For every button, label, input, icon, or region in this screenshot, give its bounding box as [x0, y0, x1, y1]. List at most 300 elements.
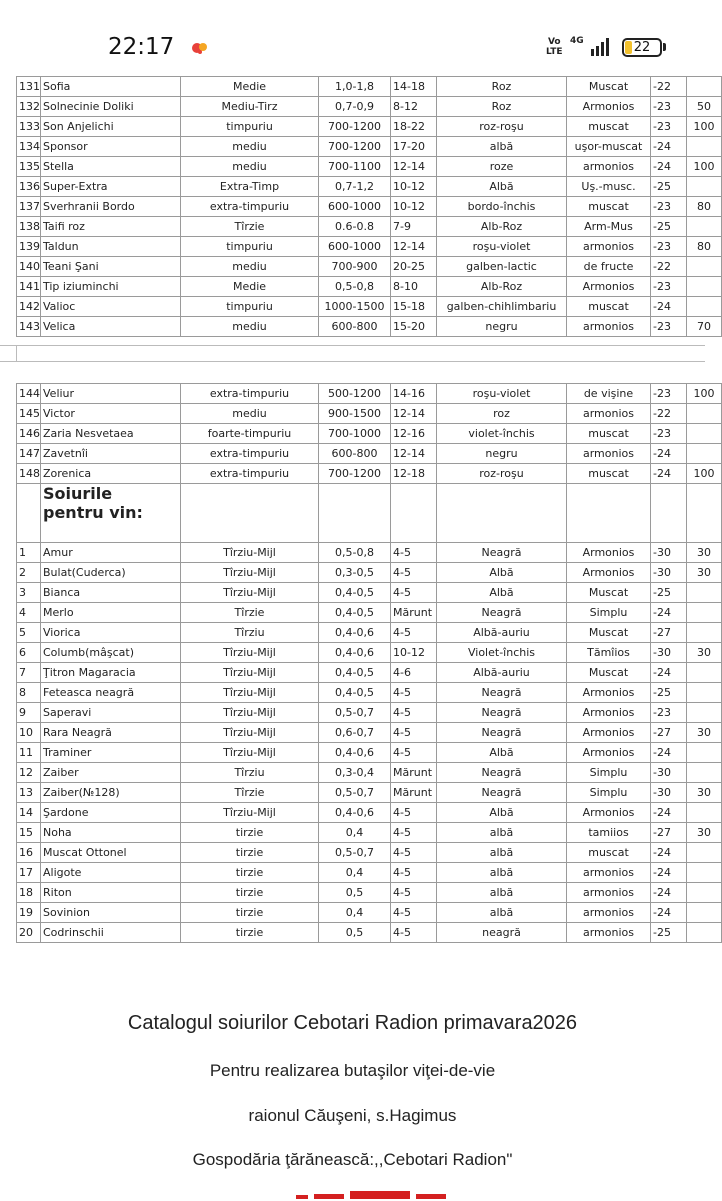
frost-resistance-cell: -23	[651, 117, 687, 137]
berry-color-cell: Albă-auriu	[437, 663, 567, 683]
bunch-mass-cell: 0,5-0,8	[319, 543, 391, 563]
bunch-mass-cell: 0,4-0,6	[319, 623, 391, 643]
table-row	[17, 117, 722, 137]
notification-icon	[190, 40, 210, 56]
row-number-cell: 3	[17, 583, 41, 603]
yield-cell	[687, 257, 722, 277]
taste-cell: armonios	[567, 863, 651, 883]
frost-resistance-cell: -27	[651, 723, 687, 743]
table-row	[17, 197, 722, 217]
empty-cell	[391, 484, 437, 543]
row-number-cell: 16	[17, 843, 41, 863]
variety-name-cell: Columb(mâşcat)	[41, 643, 181, 663]
taste-cell: Armonios	[567, 277, 651, 297]
maturity-cell: Tîrziu-Mijl	[181, 563, 319, 583]
empty-cell	[567, 484, 651, 543]
bunch-mass-cell: 0,4-0,5	[319, 683, 391, 703]
variety-name-cell: Velica	[41, 317, 181, 337]
frost-resistance-cell: -30	[651, 763, 687, 783]
maturity-cell: Tîrziu-Mijl	[181, 543, 319, 563]
row-number-cell: 9	[17, 703, 41, 723]
berry-size-cell: 12-18	[391, 464, 437, 484]
frost-resistance-cell: -30	[651, 543, 687, 563]
berry-color-cell: roşu-violet	[437, 384, 567, 404]
variety-name-cell: Zorenica	[41, 464, 181, 484]
bunch-mass-cell: 0,4	[319, 823, 391, 843]
bunch-mass-cell: 0,4-0,5	[319, 603, 391, 623]
frost-resistance-cell: -25	[651, 177, 687, 197]
frost-resistance-cell: -23	[651, 384, 687, 404]
berry-color-cell: galben-lactic	[437, 257, 567, 277]
variety-name-cell: Bulat(Cuderca)	[41, 563, 181, 583]
maturity-cell: tirzie	[181, 883, 319, 903]
berry-color-cell: galben-chihlimbariu	[437, 297, 567, 317]
maturity-cell: Tîrzie	[181, 603, 319, 623]
frost-resistance-cell: -24	[651, 903, 687, 923]
maturity-cell: extra-timpuriu	[181, 464, 319, 484]
page-break-edge	[16, 345, 17, 362]
taste-cell: Armonios	[567, 803, 651, 823]
variety-name-cell: Valioc	[41, 297, 181, 317]
yield-cell	[687, 803, 722, 823]
row-number-cell: 137	[17, 197, 41, 217]
row-number-cell: 5	[17, 623, 41, 643]
bunch-mass-cell: 700-900	[319, 257, 391, 277]
variety-name-cell: Amur	[41, 543, 181, 563]
berry-color-cell: negru	[437, 444, 567, 464]
table-row	[17, 923, 722, 943]
yield-cell	[687, 663, 722, 683]
taste-cell: Muscat	[567, 663, 651, 683]
row-number-cell: 132	[17, 97, 41, 117]
taste-cell: muscat	[567, 843, 651, 863]
frost-resistance-cell: -27	[651, 823, 687, 843]
yield-cell: 30	[687, 783, 722, 803]
berry-color-cell: Neagră	[437, 783, 567, 803]
taste-cell: Armonios	[567, 723, 651, 743]
taste-cell: Armonios	[567, 683, 651, 703]
frost-resistance-cell: -23	[651, 237, 687, 257]
berry-size-cell: 7-9	[391, 217, 437, 237]
catalog-household: Gospodăria ţărănească:,,Cebotari Radion"	[192, 1150, 513, 1169]
row-number-cell: 136	[17, 177, 41, 197]
bunch-mass-cell: 0,5	[319, 883, 391, 903]
table-row	[17, 317, 722, 337]
maturity-cell: Mediu-Tirz	[181, 97, 319, 117]
bunch-mass-cell: 700-1200	[319, 117, 391, 137]
bunch-mass-cell: 700-1100	[319, 157, 391, 177]
table-row	[17, 783, 722, 803]
table-row	[17, 444, 722, 464]
berry-color-cell: Neagră	[437, 763, 567, 783]
berry-size-cell: 12-14	[391, 157, 437, 177]
row-number-cell: 140	[17, 257, 41, 277]
frost-resistance-cell: -24	[651, 603, 687, 623]
berry-color-cell: roz	[437, 404, 567, 424]
yield-cell	[687, 217, 722, 237]
yield-cell	[687, 743, 722, 763]
taste-cell: muscat	[567, 424, 651, 444]
taste-cell: Armonios	[567, 563, 651, 583]
berry-color-cell: Neagră	[437, 603, 567, 623]
row-number-cell: 147	[17, 444, 41, 464]
berry-size-cell: 4-5	[391, 863, 437, 883]
variety-name-cell: Zaria Nesvetaea	[41, 424, 181, 444]
bunch-mass-cell: 0,5-0,7	[319, 703, 391, 723]
bunch-mass-cell: 1,0-1,8	[319, 77, 391, 97]
table-row	[17, 77, 722, 97]
frost-resistance-cell: -24	[651, 157, 687, 177]
variety-name-cell: Super-Extra	[41, 177, 181, 197]
frost-resistance-cell: -24	[651, 464, 687, 484]
frost-resistance-cell: -25	[651, 583, 687, 603]
table-row	[17, 464, 722, 484]
variety-name-cell: Noha	[41, 823, 181, 843]
variety-name-cell: Traminer	[41, 743, 181, 763]
berry-size-cell: 10-12	[391, 177, 437, 197]
maturity-cell: Tîrziu	[181, 763, 319, 783]
maturity-cell: mediu	[181, 317, 319, 337]
bunch-mass-cell: 600-1000	[319, 237, 391, 257]
berry-size-cell: 4-5	[391, 923, 437, 943]
table-row	[17, 643, 722, 663]
row-number-cell: 18	[17, 883, 41, 903]
table-row	[17, 843, 722, 863]
taste-cell: Muscat	[567, 623, 651, 643]
berry-color-cell: Roz	[437, 97, 567, 117]
maturity-cell: tirzie	[181, 903, 319, 923]
maturity-cell: Tîrziu-Mijl	[181, 703, 319, 723]
maturity-cell: mediu	[181, 137, 319, 157]
frost-resistance-cell: -23	[651, 703, 687, 723]
berry-size-cell: 10-12	[391, 197, 437, 217]
bunch-mass-cell: 0,7-0,9	[319, 97, 391, 117]
maturity-cell: Tîrzie	[181, 217, 319, 237]
bunch-mass-cell: 0,4-0,6	[319, 743, 391, 763]
variety-name-cell: Rara Neagră	[41, 723, 181, 743]
berry-color-cell: albă	[437, 137, 567, 157]
taste-cell: Muscat	[567, 583, 651, 603]
bunch-mass-cell: 0,5-0,8	[319, 277, 391, 297]
yield-cell	[687, 77, 722, 97]
table-row	[17, 257, 722, 277]
empty-cell	[319, 484, 391, 543]
berry-size-cell: 10-12	[391, 643, 437, 663]
maturity-cell: Medie	[181, 277, 319, 297]
row-number-cell: 20	[17, 923, 41, 943]
row-number-cell: 142	[17, 297, 41, 317]
taste-cell: armonios	[567, 903, 651, 923]
bunch-mass-cell: 0,4-0,6	[319, 643, 391, 663]
variety-name-cell: Sovinion	[41, 903, 181, 923]
battery-icon	[622, 38, 662, 57]
variety-name-cell: Stella	[41, 157, 181, 177]
yield-cell	[687, 863, 722, 883]
bunch-mass-cell: 900-1500	[319, 404, 391, 424]
row-number-cell: 8	[17, 683, 41, 703]
bunch-mass-cell: 600-800	[319, 444, 391, 464]
berry-color-cell: violet-închis	[437, 424, 567, 444]
berry-color-cell: albă	[437, 843, 567, 863]
frost-resistance-cell: -24	[651, 863, 687, 883]
table-row	[17, 297, 722, 317]
variety-name-cell: Zaiber	[41, 763, 181, 783]
row-number-cell: 14	[17, 803, 41, 823]
taste-cell: Armonios	[567, 703, 651, 723]
bunch-mass-cell: 700-1200	[319, 464, 391, 484]
berry-color-cell: roz-roşu	[437, 117, 567, 137]
yield-cell	[687, 444, 722, 464]
berry-size-cell: 12-16	[391, 424, 437, 444]
variety-name-cell: Feteasca neagră	[41, 683, 181, 703]
frost-resistance-cell: -24	[651, 743, 687, 763]
taste-cell: muscat	[567, 197, 651, 217]
row-number-cell: 13	[17, 783, 41, 803]
variety-name-cell: Taldun	[41, 237, 181, 257]
yield-cell	[687, 843, 722, 863]
table-row	[17, 543, 722, 563]
table-row	[17, 723, 722, 743]
frost-resistance-cell: -22	[651, 77, 687, 97]
bunch-mass-cell: 0,4-0,6	[319, 803, 391, 823]
berry-size-cell: 4-5	[391, 803, 437, 823]
berry-size-cell: Mărunt	[391, 783, 437, 803]
frost-resistance-cell: -30	[651, 783, 687, 803]
berry-color-cell: roz-roşu	[437, 464, 567, 484]
variety-name-cell: Bianca	[41, 583, 181, 603]
berry-color-cell: roze	[437, 157, 567, 177]
row-number-cell: 7	[17, 663, 41, 683]
yield-cell	[687, 703, 722, 723]
frost-resistance-cell: -23	[651, 197, 687, 217]
berry-size-cell: 4-5	[391, 683, 437, 703]
cut-off-link[interactable]	[290, 1191, 460, 1201]
berry-size-cell: 17-20	[391, 137, 437, 157]
yield-cell: 30	[687, 563, 722, 583]
battery-tip	[663, 43, 666, 51]
bunch-mass-cell: 0,6-0,7	[319, 723, 391, 743]
maturity-cell: extra-timpuriu	[181, 444, 319, 464]
taste-cell: Armonios	[567, 743, 651, 763]
taste-cell: Tămîios	[567, 643, 651, 663]
yield-cell	[687, 683, 722, 703]
table-row	[17, 404, 722, 424]
taste-cell: de fructe	[567, 257, 651, 277]
berry-color-cell: Albă	[437, 583, 567, 603]
yield-cell	[687, 923, 722, 943]
row-number-cell: 143	[17, 317, 41, 337]
variety-name-cell: Saperavi	[41, 703, 181, 723]
berry-color-cell: Albă	[437, 743, 567, 763]
frost-resistance-cell: -25	[651, 217, 687, 237]
berry-size-cell: 4-5	[391, 743, 437, 763]
table-row	[17, 763, 722, 783]
maturity-cell: Tîrziu-Mijl	[181, 743, 319, 763]
berry-size-cell: Mărunt	[391, 763, 437, 783]
section-title: Soiurile pentru vin:	[41, 484, 181, 543]
bunch-mass-cell: 700-1200	[319, 137, 391, 157]
variety-name-cell: Zavetnîi	[41, 444, 181, 464]
table-row	[17, 883, 722, 903]
row-number-cell: 135	[17, 157, 41, 177]
taste-cell: Muscat	[567, 77, 651, 97]
variety-name-cell: Sponsor	[41, 137, 181, 157]
berry-color-cell: Neagră	[437, 683, 567, 703]
berry-size-cell: 8-10	[391, 277, 437, 297]
network-type: 4G	[570, 36, 584, 46]
berry-color-cell: Alb-Roz	[437, 277, 567, 297]
taste-cell: de vişine	[567, 384, 651, 404]
maturity-cell: foarte-timpuriu	[181, 424, 319, 444]
berry-size-cell: 4-5	[391, 903, 437, 923]
variety-name-cell: Ţitron Magaracia	[41, 663, 181, 683]
row-number-cell: 146	[17, 424, 41, 444]
taste-cell: armonios	[567, 317, 651, 337]
table-row	[17, 803, 722, 823]
berry-color-cell: albă	[437, 823, 567, 843]
yield-cell: 50	[687, 97, 722, 117]
yield-cell: 80	[687, 197, 722, 217]
row-number-cell: 133	[17, 117, 41, 137]
yield-cell: 80	[687, 237, 722, 257]
variety-name-cell: Muscat Ottonel	[41, 843, 181, 863]
taste-cell: muscat	[567, 297, 651, 317]
yield-cell	[687, 763, 722, 783]
berry-size-cell: 4-5	[391, 843, 437, 863]
table-row	[17, 424, 722, 444]
frost-resistance-cell: -23	[651, 97, 687, 117]
variety-name-cell: Riton	[41, 883, 181, 903]
taste-cell: Simplu	[567, 763, 651, 783]
berry-size-cell: 20-25	[391, 257, 437, 277]
variety-name-cell: Şardone	[41, 803, 181, 823]
taste-cell: Arm-Mus	[567, 217, 651, 237]
yield-cell: 100	[687, 384, 722, 404]
frost-resistance-cell: -23	[651, 317, 687, 337]
section-header-row	[17, 484, 722, 543]
taste-cell: muscat	[567, 117, 651, 137]
berry-size-cell: 15-18	[391, 297, 437, 317]
frost-resistance-cell: -23	[651, 424, 687, 444]
maturity-cell: timpuriu	[181, 237, 319, 257]
bunch-mass-cell: 700-1000	[319, 424, 391, 444]
catalog-title: Catalogul soiurilor Cebotari Radion primavara2026	[127, 1012, 578, 1034]
bunch-mass-cell: 0,3-0,4	[319, 763, 391, 783]
bunch-mass-cell: 0,3-0,5	[319, 563, 391, 583]
variety-name-cell: Solnecinie Doliki	[41, 97, 181, 117]
berry-color-cell: Neagră	[437, 703, 567, 723]
berry-size-cell: 14-16	[391, 384, 437, 404]
maturity-cell: tirzie	[181, 843, 319, 863]
table-row	[17, 137, 722, 157]
table-row	[17, 384, 722, 404]
variety-name-cell: Taifi roz	[41, 217, 181, 237]
table-row	[17, 683, 722, 703]
bunch-mass-cell: 0,4-0,5	[319, 583, 391, 603]
status-bar	[0, 0, 705, 78]
yield-cell: 30	[687, 543, 722, 563]
signal-icon	[590, 38, 612, 56]
table-row	[17, 97, 722, 117]
maturity-cell: mediu	[181, 157, 319, 177]
row-number-cell: 19	[17, 903, 41, 923]
row-number-cell: 10	[17, 723, 41, 743]
variety-name-cell: Son Anjelichi	[41, 117, 181, 137]
maturity-cell: Tîrziu-Mijl	[181, 803, 319, 823]
row-number-cell: 15	[17, 823, 41, 843]
taste-cell: tamiios	[567, 823, 651, 843]
table-row	[17, 903, 722, 923]
yield-cell	[687, 277, 722, 297]
berry-color-cell: Violet-închis	[437, 643, 567, 663]
berry-color-cell: Albă	[437, 177, 567, 197]
row-number-cell: 1	[17, 543, 41, 563]
table-row	[17, 703, 722, 723]
bunch-mass-cell: 0,4	[319, 863, 391, 883]
maturity-cell: Tîrziu	[181, 623, 319, 643]
taste-cell: muscat	[567, 464, 651, 484]
berry-size-cell: 4-6	[391, 663, 437, 683]
row-number-cell: 2	[17, 563, 41, 583]
taste-cell: Uş.-musc.	[567, 177, 651, 197]
row-number-cell: 17	[17, 863, 41, 883]
yield-cell: 30	[687, 823, 722, 843]
variety-name-cell: Teani Şani	[41, 257, 181, 277]
maturity-cell: tirzie	[181, 863, 319, 883]
maturity-cell: Tîrziu-Mijl	[181, 643, 319, 663]
bunch-mass-cell: 0,4-0,5	[319, 663, 391, 683]
bunch-mass-cell: 0,5-0,7	[319, 843, 391, 863]
berry-color-cell: Alb-Roz	[437, 217, 567, 237]
berry-size-cell: Mărunt	[391, 603, 437, 623]
table-row	[17, 663, 722, 683]
row-number-cell: 4	[17, 603, 41, 623]
table-row	[17, 603, 722, 623]
frost-resistance-cell: -30	[651, 563, 687, 583]
taste-cell: armonios	[567, 923, 651, 943]
row-number-cell: 131	[17, 77, 41, 97]
bunch-mass-cell: 600-1000	[319, 197, 391, 217]
bunch-mass-cell: 0,5-0,7	[319, 783, 391, 803]
row-number-cell: 12	[17, 763, 41, 783]
berry-size-cell: 4-5	[391, 543, 437, 563]
berry-color-cell: Albă	[437, 803, 567, 823]
taste-cell: Simplu	[567, 783, 651, 803]
variety-name-cell: Codrinschii	[41, 923, 181, 943]
empty-cell	[651, 484, 687, 543]
berry-size-cell: 4-5	[391, 723, 437, 743]
taste-cell: armonios	[567, 444, 651, 464]
berry-size-cell: 8-12	[391, 97, 437, 117]
berry-size-cell: 14-18	[391, 77, 437, 97]
bunch-mass-cell: 600-800	[319, 317, 391, 337]
berry-color-cell: albă	[437, 883, 567, 903]
maturity-cell: Tîrziu-Mijl	[181, 583, 319, 603]
table-row	[17, 277, 722, 297]
taste-cell: armonios	[567, 157, 651, 177]
table-row	[17, 177, 722, 197]
frost-resistance-cell: -25	[651, 923, 687, 943]
berry-size-cell: 4-5	[391, 563, 437, 583]
taste-cell: armonios	[567, 883, 651, 903]
taste-cell: Simplu	[567, 603, 651, 623]
empty-cell	[17, 484, 41, 543]
page-break	[0, 345, 705, 362]
taste-cell: armonios	[567, 237, 651, 257]
catalog-subtitle: Pentru realizarea butaşilor viţei-de-vie	[209, 1061, 496, 1080]
yield-cell	[687, 424, 722, 444]
berry-color-cell: roşu-violet	[437, 237, 567, 257]
